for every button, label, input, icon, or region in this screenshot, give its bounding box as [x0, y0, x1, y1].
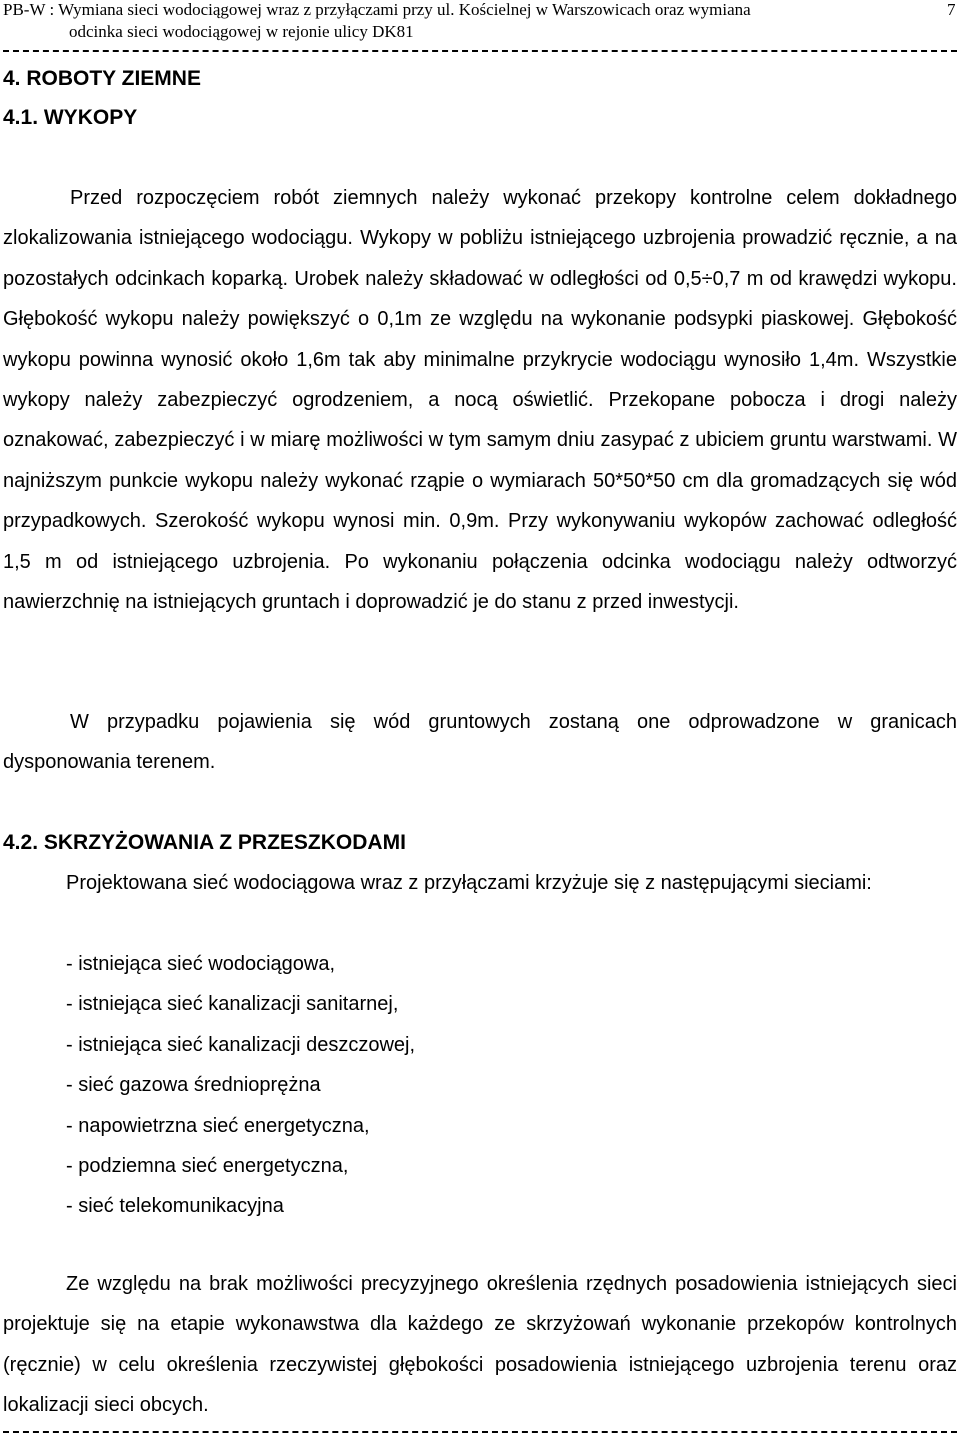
header-title-line-2: odcinka sieci wodociągowej w rejonie ulicy DK81 [69, 22, 414, 41]
groundwater-paragraph: W przypadku pojawienia się wód gruntowych zostaną one odprowadzone w granicach dysponowania terenem. [3, 711, 957, 774]
crossings-intro: Projektowana sieć wodociągowa wraz z przyłączami krzyżuje się z następującymi sieciami: [66, 872, 872, 894]
list-item: - istniejąca sieć wodociągowa, [66, 953, 336, 975]
header-divider [3, 50, 957, 52]
footer-divider [3, 1431, 957, 1433]
header-title-line-1: PB-W : Wymiana sieci wodociągowej wraz z przyłączami przy ul. Kościelnej w Warszowicach oraz wymiana [3, 0, 751, 19]
list-item: - sieć gazowa średnioprężna [66, 1074, 321, 1097]
page-number: 7 [947, 0, 956, 19]
list-item: - istniejąca sieć kanalizacji sanitarnej, [66, 993, 399, 1016]
list-item: - sieć telekomunikacyjna [66, 1195, 284, 1218]
crossings-closing-paragraph: Ze względu na brak możliwości precyzyjnego określenia rzędnych posadowienia istniejących sieci projektuje się na etapie wykonawstwa dla każdego ze skrzyżowań wykonanie przekopów kontrolnych (ręcznie) w celu określenia rzeczywistej głębokości posadowienia istniejącego uzbrojenia terenu oraz lokalizacji sieci obcych. [3, 1273, 957, 1417]
excavation-paragraph: Przed rozpoczęciem robót ziemnych należy wykonać przekopy kontrolne celem dokładnego zlokalizowania istniejącego wodociągu. Wykopy w pobliżu istniejącego uzbrojenia prowadzić ręcznie, a na pozostałych odcinkach koparką. Urobek należy składować w odległości od 0,5÷0,7 m od krawędzi wykopu. Głębokość wykopu należy powiększyć o 0,1m ze względu na wykonanie podsypki piaskowej. Głębokość wykopu powinna wynosić około 1,6m tak aby minimalne przykrycie wodociągu wynosiło 1,4m. Wszystkie wykopy należy zabezpieczyć ogrodzeniem, a nocą oświetlić. Przekopane pobocza i drogi należy oznakować, zabezpieczyć i w miarę możliwości w tym samym dniu zasypać z ubiciem gruntu warstwami. W najniższym punkcie wykopu należy wykonać rząpie o wymiarach 50*50*50 cm dla gromadzących się wód przypadkowych. Szerokość wykopu wynosi min. 0,9m. Przy wykonywaniu wykopów zachować odległość 1,5 m od istniejącego uzbrojenia. Po wykonaniu połączenia odcinka wodociągu należy odtworzyć nawierzchnię na istniejących gruntach i doprowadzić je do stanu z przed inwestycji. [3, 187, 957, 614]
subsection-heading-4-1: 4.1. WYKOPY [3, 106, 138, 129]
crossings-list [66, 944, 415, 1227]
section-heading-4: 4. ROBOTY ZIEMNE [3, 67, 201, 90]
list-item: - istniejąca sieć kanalizacji deszczowej, [66, 1033, 416, 1056]
list-item: - podziemna sieć energetyczna, [66, 1155, 349, 1178]
list-item: - napowietrzna sieć energetyczna, [66, 1114, 370, 1137]
subsection-heading-4-2: 4.2. SKRZYŻOWANIA Z PRZESZKODAMI [3, 831, 406, 854]
